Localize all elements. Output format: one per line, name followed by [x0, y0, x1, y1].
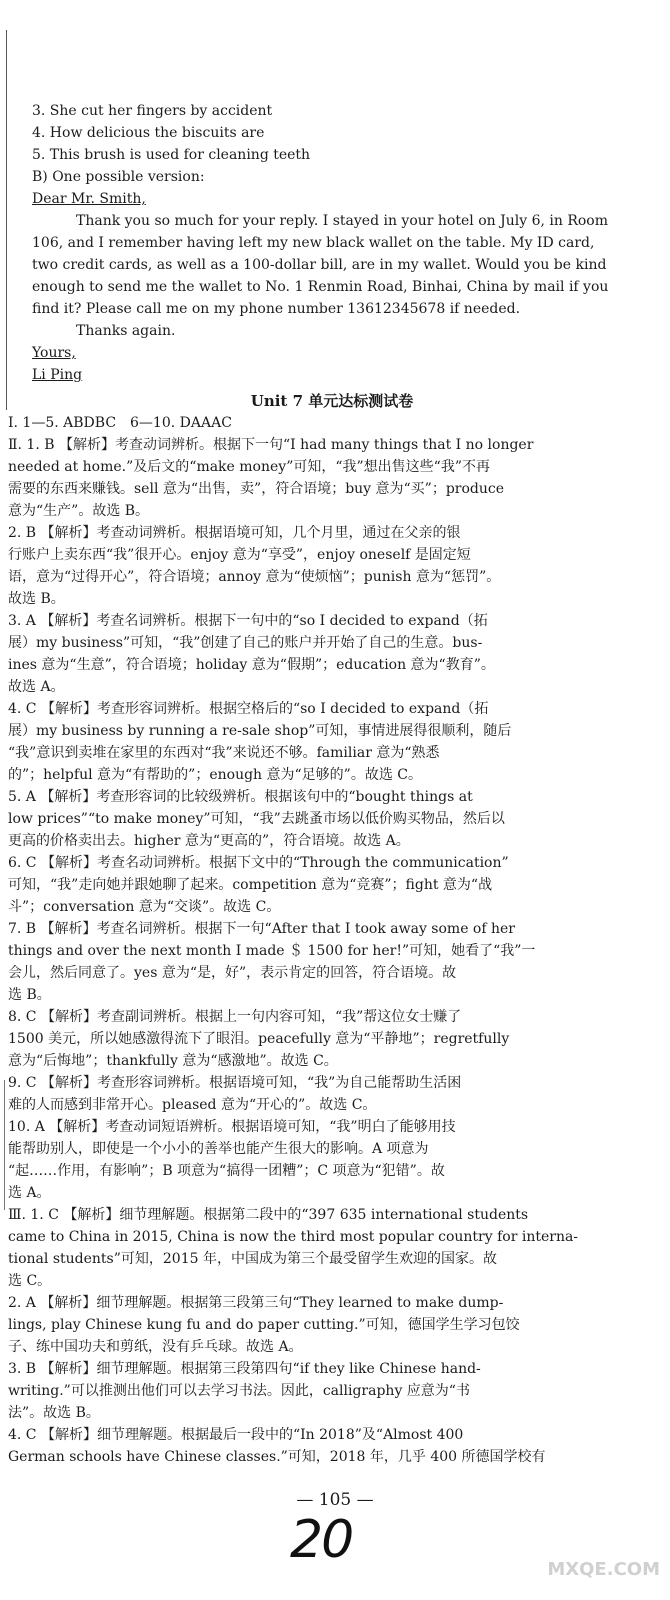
answer-item-3: 3. She cut her fingers by accident: [32, 103, 273, 119]
explanation-line: 8. C 【解析】考查副词辨析。根据上一句内容可知，“我”帮这位女士赚了: [8, 1009, 462, 1025]
explanation-line: 更高的价格卖出去。higher 意为“更高的”，符合语境。故选 A。: [8, 833, 410, 849]
explanation-line: 需要的东西来赚钱。sell 意为“出售，卖”，符合语境；buy 意为“买”；produce: [8, 481, 505, 497]
section-1-answers: Ⅰ. 1—5. ABDBC 6—10. DAAAC: [8, 415, 232, 431]
section-3-explanations: [8, 1182, 656, 1468]
explanation-line: 选 B。: [8, 987, 51, 1003]
explanation-line: “起……作用，有影响”；B 项意为“搞得一团糟”；C 项意为“犯错”。故: [8, 1163, 445, 1179]
explanation-line: 展）my business by running a re-sale shop”可知，事情进展得很顺利，随后: [8, 723, 512, 739]
explanation-line: German schools have Chinese classes.”可知，2018 年，几乎 400 所德国学校有: [8, 1449, 546, 1465]
explanation-line: 行账户上卖东西“我”很开心。enjoy 意为“享受”，enjoy oneself 是固定短: [8, 547, 471, 563]
explanation-line: lings, play Chinese kung fu and do paper cutting.”可知，德国学生学习包饺: [8, 1317, 520, 1333]
explanation-line: 的”；helpful 意为“有帮助的”；enough 意为“足够的”。故选 C。: [8, 767, 422, 783]
explanation-line: 意为“后悔地”；thankfully 意为“感激地”。故选 C。: [8, 1053, 338, 1069]
explanation-line: 10. A 【解析】考查动词短语辨析。根据语境可知，“我”明白了能够用技: [8, 1119, 456, 1135]
explanation-line: needed at home.”及后文的“make money”可知，“我”想出售这些“我”不再: [8, 459, 490, 475]
page-content: [8, 100, 656, 1468]
explanation-line: 子、练中国功夫和剪纸，没有乒乓球。故选 A。: [8, 1339, 303, 1355]
letter-line: Thank you so much for your reply. I stayed in your hotel on July 6, in Room: [76, 213, 608, 229]
explanation-line: 故选 A。: [8, 679, 65, 695]
explanation-line: 2. A 【解析】细节理解题。根据第三段第三句“They learned to make dump-: [8, 1295, 504, 1311]
explanation-line: 难的人而感到非常开心。pleased 意为“开心的”。故选 C。: [8, 1097, 377, 1113]
explanation-line: Ⅲ. 1. C 【解析】细节理解题。根据第二段中的“397 635 international students: [8, 1207, 529, 1223]
explanation-line: 展）my business”可知，“我”创建了自己的账户并开始了自己的生意。bus-: [8, 635, 483, 651]
answer-item-5: 5. This brush is used for cleaning teeth: [32, 147, 311, 163]
explanation-line: tional students”可知，2015 年，中国成为第三个最受留学生欢迎的国家。故: [8, 1251, 497, 1267]
watermark-text: MXQE.COM: [547, 1559, 660, 1580]
letter-line: two credit cards, as well as a 100-dollar bill, are in my wallet. Would you be kind: [32, 257, 607, 273]
explanation-line: 3. B 【解析】细节理解题。根据第三段第四句“if they like Chinese hand-: [8, 1361, 481, 1377]
margin-rule-lower: [4, 1080, 5, 1210]
explanation-line: 能帮助别人，即使是一个小小的善举也能产生很大的影响。A 项意为: [8, 1141, 429, 1157]
explanation-line: low prices”“to make money”可知，“我”去跳蚤市场以低价购买物品，然后以: [8, 811, 505, 827]
explanation-line: 斗”；conversation 意为“交谈”。故选 C。: [8, 899, 281, 915]
explanation-line: 会儿，然后同意了。yes 意为“是，好”，表示肯定的回答，符合语境。故: [8, 965, 457, 981]
explanation-line: 4. C 【解析】考查形容词辨析。根据空格后的“so I decided to expand（拓: [8, 701, 489, 717]
writing-heading: B) One possible version:: [32, 169, 205, 185]
explanation-line: Ⅱ. 1. B 【解析】考查动词辨析。根据下一句“I had many things that I no longer: [8, 437, 534, 453]
explanation-line: “我”意识到卖堆在家里的东西对“我”来说还不够。familiar 意为“熟悉: [8, 745, 440, 761]
explanation-line: 故选 B。: [8, 591, 65, 607]
letter-signature: Li Ping: [32, 367, 83, 383]
section-2-explanations: [8, 434, 656, 1182]
explanation-line: 选 A。: [8, 1185, 51, 1201]
letter-salutation: Dear Mr. Smith,: [32, 191, 146, 207]
letter-line: find it? Please call me on my phone number 13612345678 if needed.: [32, 301, 521, 317]
explanation-line: 2. B 【解析】考查动词辨析。根据语境可知，几个月里，通过在父亲的银: [8, 525, 461, 541]
explanation-line: came to China in 2015, China is now the third most popular country for interna-: [8, 1229, 579, 1245]
letter-thanks: Thanks again.: [76, 323, 176, 339]
explanation-line: 选 C。: [8, 1273, 52, 1289]
explanation-line: 6. C 【解析】考查名动词辨析。根据下文中的“Through the communication”: [8, 855, 509, 871]
letter-closing: Yours,: [32, 345, 76, 361]
explanation-line: 意为“生产”。故选 B。: [8, 503, 150, 519]
letter-line: 106, and I remember having left my new black wallet on the table. My ID card,: [32, 235, 595, 251]
handwritten-mark: 20: [290, 1510, 353, 1570]
explanation-line: 语，意为“过得开心”，符合语境；annoy 意为“使烦恼”；punish 意为“惩罚”。: [8, 569, 501, 585]
explanation-line: things and over the next month I made ＄ 1500 for her!”可知，她看了“我”一: [8, 943, 536, 959]
margin-rule: [6, 30, 7, 410]
explanation-line: 5. A 【解析】考查形容词的比较级辨析。根据该句中的“bought things at: [8, 789, 473, 805]
explanation-line: 7. B 【解析】考查名词辨析。根据下一句“After that I took away some of her: [8, 921, 515, 937]
page-number: — 105 —: [296, 1490, 374, 1510]
letter-line: enough to send me the wallet to No. 1 Renmin Road, Binhai, China by mail if you: [32, 279, 609, 295]
explanation-line: 9. C 【解析】考查形容词辨析。根据语境可知，“我”为自己能帮助生活困: [8, 1075, 462, 1091]
watermark-logo: [490, 1520, 660, 1580]
explanation-line: ines 意为“生意”，符合语境；holiday 意为“假期”；education 意为“教育”。: [8, 657, 495, 673]
answer-item-4: 4. How delicious the biscuits are: [32, 125, 265, 141]
explanation-line: 4. C 【解析】细节理解题。根据最后一段中的“In 2018”及“Almost 400: [8, 1427, 464, 1443]
unit-title: Unit 7 单元达标测试卷: [250, 392, 414, 410]
explanation-line: 可知，“我”走向她并跟她聊了起来。competition 意为“竞赛”；fight 意为“战: [8, 877, 493, 893]
explanation-line: 法”。故选 B。: [8, 1405, 100, 1421]
explanation-line: 3. A 【解析】考查名词辨析。根据下一句中的“so I decided to expand（拓: [8, 613, 488, 629]
explanation-line: 1500 美元，所以她感激得流下了眼泪。peacefully 意为“平静地”；regretfully: [8, 1031, 510, 1047]
explanation-line: writing.”可以推测出他们可以去学习书法。因此，calligraphy 应意为“书: [8, 1383, 470, 1399]
